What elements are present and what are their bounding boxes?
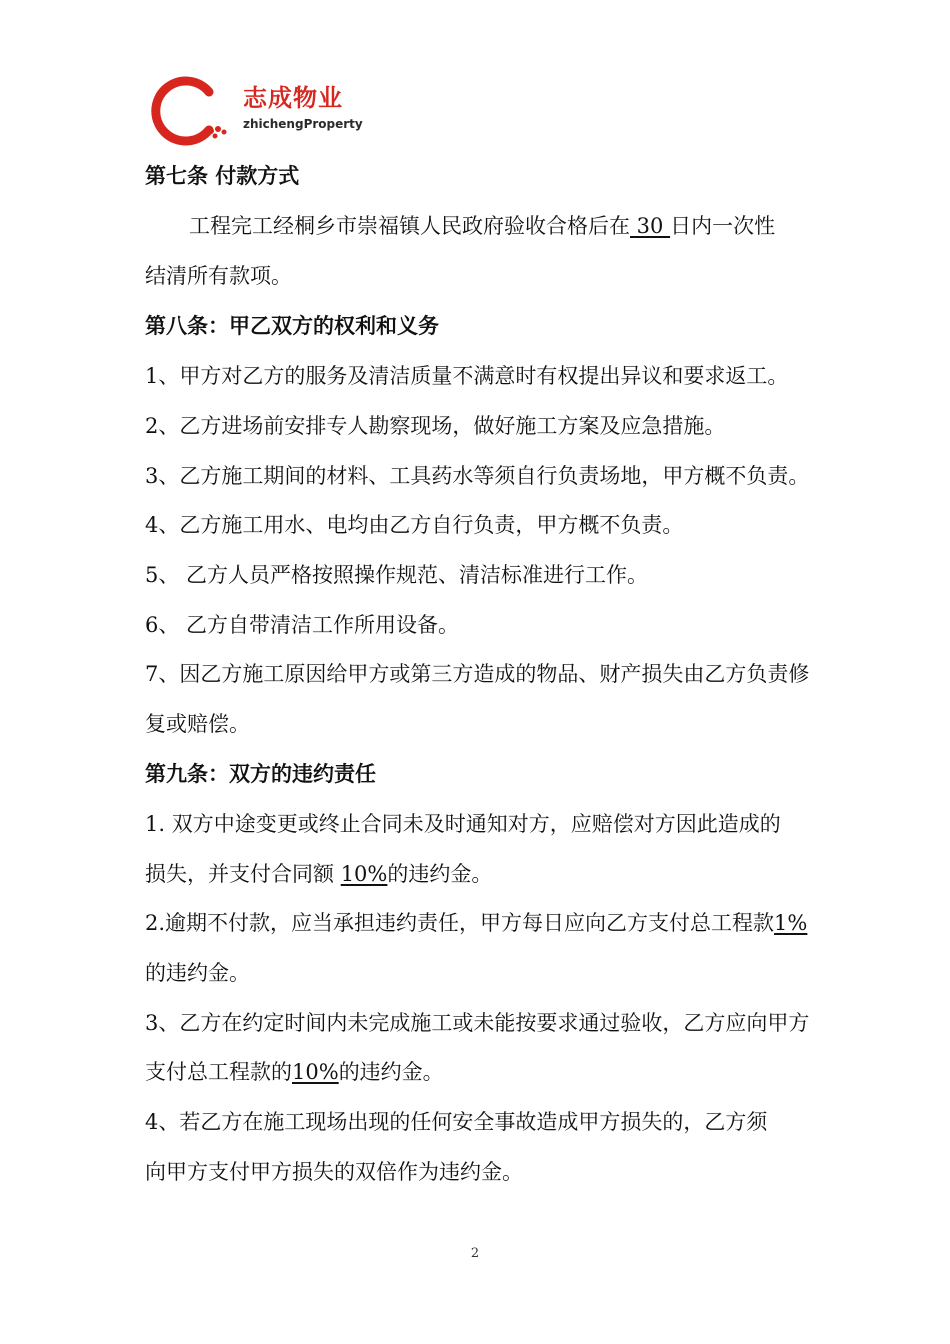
section-7-paragraph [189, 212, 775, 240]
section-8-item-2: 2、乙方进场前安排专人勘察现场，做好施工方案及应急措施。 [145, 414, 726, 438]
section-9-item-3-text-c: 的违约金。 [338, 1060, 444, 1084]
section-9-item-1: 1. 双方中途变更或终止合同未及时通知对方，应赔偿对方因此造成的 [145, 812, 781, 836]
section-8-item-5: 5、 乙方人员严格按照操作规范、清洁标准进行工作。 [145, 563, 649, 587]
section-9-heading: 第九条：双方的违约责任 [145, 762, 376, 786]
section-9-item-2-cont: 的违约金。 [145, 961, 250, 985]
penalty-rate-2: 1% [774, 911, 808, 935]
section-8-item-6: 6、 乙方自带清洁工作所用设备。 [145, 613, 460, 637]
section-7-text-b: 日内一次性 [670, 214, 776, 238]
section-9-item-3-text-b: 支付总工程款的 [145, 1060, 292, 1084]
section-9-item-1-cont [145, 860, 492, 888]
section-9-item-4-cont: 向甲方支付甲方损失的双倍作为违约金。 [145, 1160, 523, 1184]
section-7-paragraph-cont: 结清所有款项。 [145, 264, 292, 288]
section-9-item-1-text-b: 损失，并支付合同额 [145, 862, 341, 886]
payment-days-value: 30 [630, 214, 671, 238]
section-9-item-3-cont [145, 1058, 444, 1086]
section-9-item-4: 4、若乙方在施工现场出现的任何安全事故造成甲方损失的，乙方须 [145, 1110, 768, 1134]
logo-name-en: zhichengProperty [243, 117, 363, 131]
company-logo [147, 72, 367, 147]
section-8-item-7-cont: 复或赔偿。 [145, 712, 250, 736]
section-8-heading: 第八条：甲乙双方的权利和义务 [145, 314, 439, 338]
section-8-item-1: 1、甲方对乙方的服务及清洁质量不满意时有权提出异议和要求返工。 [145, 364, 789, 388]
section-8-item-7: 7、因乙方施工原因给甲方或第三方造成的物品、财产损失由乙方负责修 [145, 662, 810, 686]
page-number: 2 [470, 1246, 480, 1261]
section-7-heading: 第七条 付款方式 [145, 164, 300, 188]
logo-c-icon [147, 72, 227, 147]
section-8-item-4: 4、乙方施工用水、电均由乙方自行负责，甲方概不负责。 [145, 513, 684, 537]
section-8-item-3: 3、乙方施工期间的材料、工具药水等须自行负责场地，甲方概不负责。 [145, 464, 810, 488]
section-7-text-a: 工程完工经桐乡市崇福镇人民政府验收合格后在 [189, 214, 630, 238]
section-9-item-1-text-c: 的违约金。 [387, 862, 493, 886]
section-9-item-2-text-a: 2.逾期不付款，应当承担违约责任，甲方每日应向乙方支付总工程款 [145, 911, 775, 935]
section-9-item-2 [145, 909, 807, 937]
penalty-rate-1: 10% [340, 862, 388, 886]
section-9-item-3: 3、乙方在约定时间内未完成施工或未能按要求通过验收，乙方应向甲方 [145, 1011, 810, 1035]
logo-name-cn: 志成物业 [243, 84, 343, 112]
penalty-rate-3: 10% [292, 1060, 339, 1084]
